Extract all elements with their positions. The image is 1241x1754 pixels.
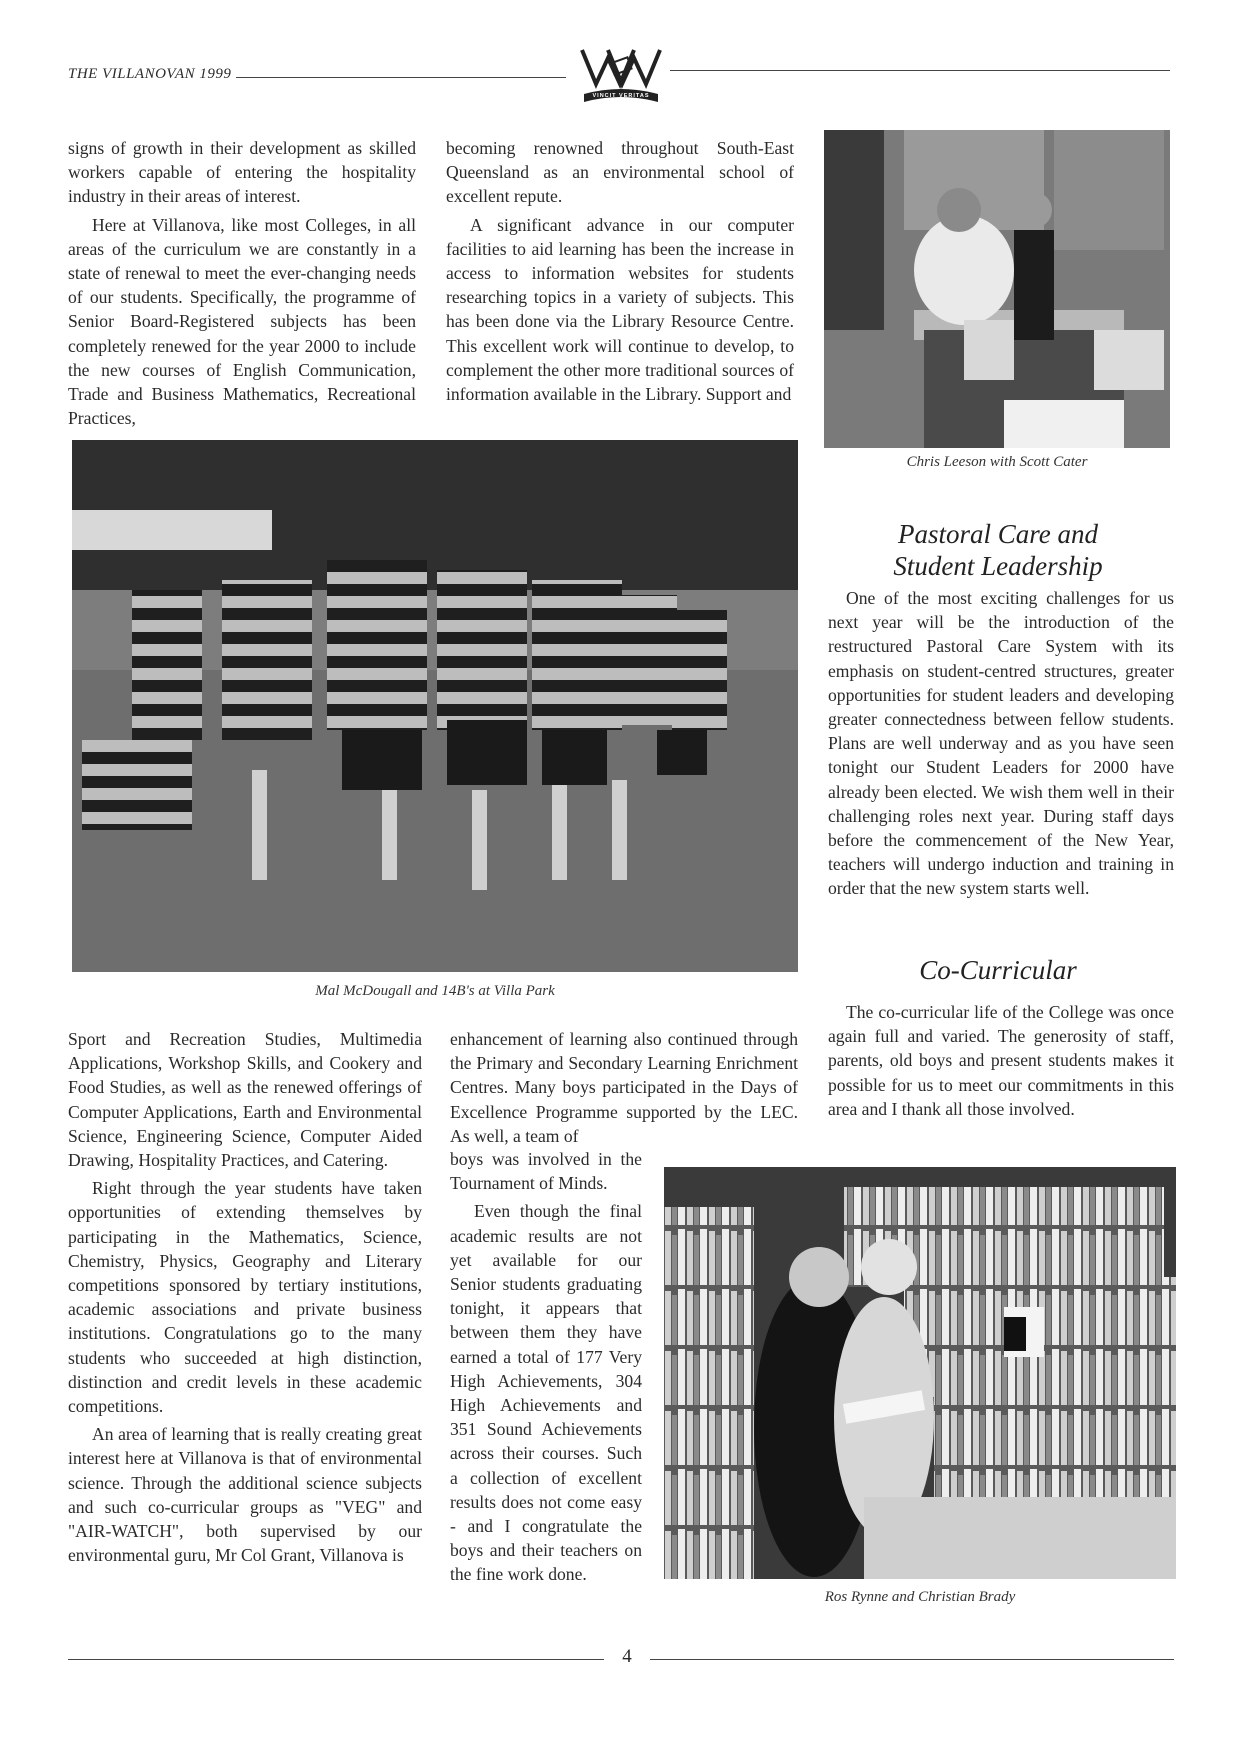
paragraph: boys was involved in the Tournament of Minds. [450, 1149, 642, 1194]
header-rule-left [236, 77, 566, 78]
heading-line: Student Leadership [893, 551, 1103, 581]
paragraph: Right through the year students have taken opportunities of extending themselves by participating in the Mathematics, Science, Chemistry, Physics, Geography and Literary competitions sponsored by tertiary institutions, academic associations and private business institutions. Congratulations go to the many students who succeeded at high distinction, distinction and credit levels in these academic competitions. [68, 1178, 422, 1417]
caption-library: Ros Rynne and Christian Brady [824, 1589, 1016, 1605]
college-logo [578, 44, 664, 106]
caption-teacher-student: Chris Leeson with Scott Cater [906, 454, 1088, 470]
page-number: 4 [622, 1646, 632, 1667]
header-rule-right [670, 70, 1170, 71]
column-co-curricular [828, 1000, 1174, 1125]
paragraph: enhancement of learning also continued through the Primary and Secondary Learning Enrichment Centres. Many boys participated in the Days of Excellence Programme supported by the LEC. As well, a team of [450, 1029, 798, 1146]
logo-motto: VINCIT VERITAS [592, 93, 650, 99]
footer-rule-right [650, 1659, 1174, 1660]
paragraph: An area of learning that is really creating great interest here at Villanova is that of environmental science. Through the additional science subjects and such co-curricular groups as "VEG" and "AIR-WATCH", both supervised by our environmental guru, Mr Col Grant, Villanova is [68, 1424, 422, 1566]
heading-line: Pastoral Care and [897, 519, 1098, 549]
caption-rugby-team: Mal McDougall and 14B's at Villa Park [315, 983, 555, 999]
paragraph: signs of growth in their development as skilled workers capable of entering the hospitality industry in their areas of interest. [68, 138, 416, 207]
column-top-middle [446, 136, 794, 410]
footer-rule-left [68, 1659, 604, 1660]
paragraph: One of the most exciting challenges for us next year will be the introduction of the restructured Pastoral Care System with its emphasis on student-centred structures, greater opportunities for student leaders and developing greater connectedness between fellow students. Plans are well underway and as you have seen tonight our Student Leaders for 2000 have already been elected. We wish them well in their challenging roles next year. During staff days before the commencement of the New Year, teachers will undergo induction and training in order that the new system starts well. [828, 588, 1174, 899]
paragraph: The co-curricular life of the College was once again full and varied. The generosity of staff, parents, old boys and present students makes it possible for us to meet our commitments in this area and I thank all those involved. [828, 1002, 1174, 1119]
heading-co-curricular: Co-Curricular [919, 955, 1077, 985]
column-bottom-middle-narrow [450, 1147, 642, 1591]
photo-rugby-team [72, 440, 798, 972]
heading-pastoral-care [828, 518, 1168, 582]
photo-library [664, 1167, 1176, 1579]
paragraph: Even though the final academic results are not yet available for our Senior students graduating tonight, it appears that between them they have earned a total of 177 Very High Achievements, 304 High Achievements and 351 Sound Achievements across their courses. Such a collection of excellent results does not come easy - and I congratulate the boys and their teachers on the fine work done. [450, 1201, 642, 1585]
publication-title: THE VILLANOVAN 1999 [68, 66, 232, 82]
column-pastoral-care [828, 586, 1174, 905]
photo-teacher-student [824, 130, 1170, 448]
paragraph: becoming renowned throughout South-East Queensland as an environmental school of excellent repute. [446, 138, 794, 207]
column-bottom-left [68, 1027, 422, 1571]
paragraph: A significant advance in our computer facilities to aid learning has been the increase in access to information websites for students researching topics in a variety of subjects. This has been done via the Library Resource Centre. This excellent work will continue to develop, to complement the other more traditional sources of information available in the Library. Support and [446, 214, 794, 405]
column-top-left [68, 136, 416, 434]
column-bottom-middle-wide [450, 1027, 798, 1152]
paragraph: Sport and Recreation Studies, Multimedia Applications, Workshop Skills, and Cookery and Food Studies, as well as the renewed offerings of Computer Applications, Earth and Environmental Science, Engineering Science, Computer Aided Drawing, Hospitality Practices, and Catering. [68, 1029, 422, 1171]
paragraph: Here at Villanova, like most Colleges, in all areas of the curriculum we are constantly in a state of renewal to meet the ever-changing needs of our students. Specifically, the programme of Senior Board-Registered subjects has been completely renewed for the year 2000 to include the new courses of English Communication, Trade and Business Mathematics, Recreational Practices, [68, 214, 416, 429]
